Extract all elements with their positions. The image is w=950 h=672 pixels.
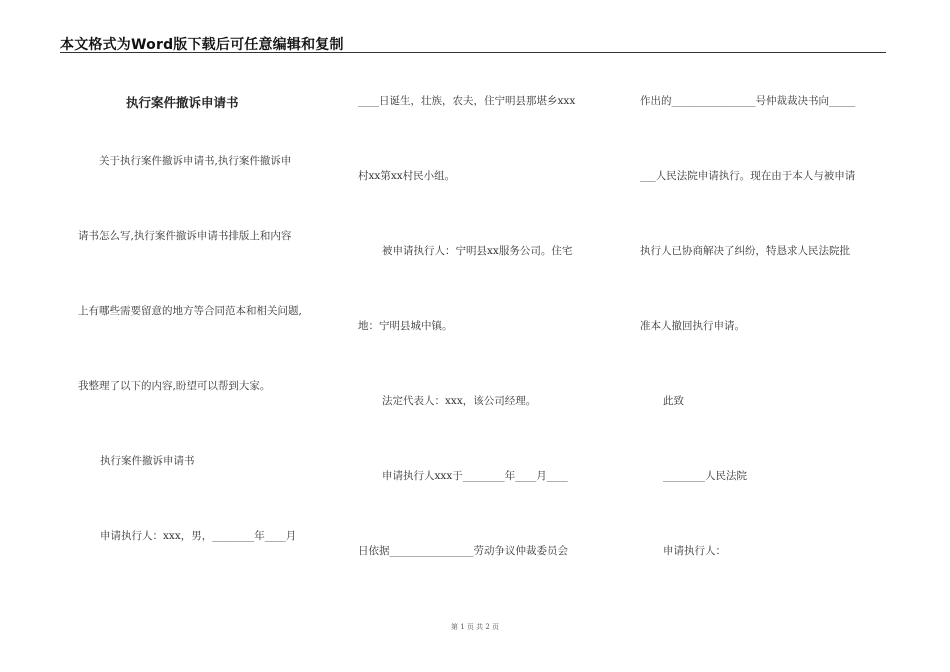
document-title: 执行案件撤诉申请书 <box>126 95 239 110</box>
text-line: 请书怎么写,执行案件撤诉申请书排版上和内容 <box>78 230 292 242</box>
text-line: 执行人已协商解决了纠纷，特恳求人民法院批 <box>640 245 850 257</box>
text-line: 日依据________________劳动争议仲裁委员会 <box>358 545 568 557</box>
header-divider <box>60 52 886 53</box>
text-line: 申请执行人xxx于________年____月____ <box>382 470 568 482</box>
text-line: 准本人撤回执行申请。 <box>640 320 745 332</box>
text-line: 此致 <box>663 395 684 407</box>
text-line: ___人民法院申请执行。现在由于本人与被申请 <box>640 170 856 182</box>
header-title: 本文格式为Word版下载后可任意编辑和复制 <box>60 37 344 53</box>
text-line: 作出的________________号仲裁裁决书向_____ <box>640 95 856 107</box>
text-line: 上有哪些需要留意的地方等合同范本和相关问题, <box>78 305 302 317</box>
text-line: 执行案件撤诉申请书 <box>100 455 195 467</box>
text-line: 关于执行案件撤诉申请书,执行案件撤诉申 <box>99 155 292 167</box>
text-line: 申请执行人： <box>663 545 726 557</box>
text-line: 被申请执行人：宁明县xx服务公司。住宅 <box>382 245 573 257</box>
text-line: 我整理了以下的内容,盼望可以帮到大家。 <box>78 380 271 392</box>
text-line: 地：宁明县城中镇。 <box>358 320 453 332</box>
text-line: 村xx第xx村民小组。 <box>358 170 456 182</box>
page-number: 第 1 页 共 2 页 <box>450 623 500 631</box>
text-line: ____日诞生，壮族，农夫，住宁明县那堪乡xxx <box>358 95 576 107</box>
text-line: 申请执行人：xxx，男，________年____月 <box>100 530 297 542</box>
text-line: 法定代表人：xxx，该公司经理。 <box>382 395 537 407</box>
text-line: ________人民法院 <box>663 470 747 482</box>
